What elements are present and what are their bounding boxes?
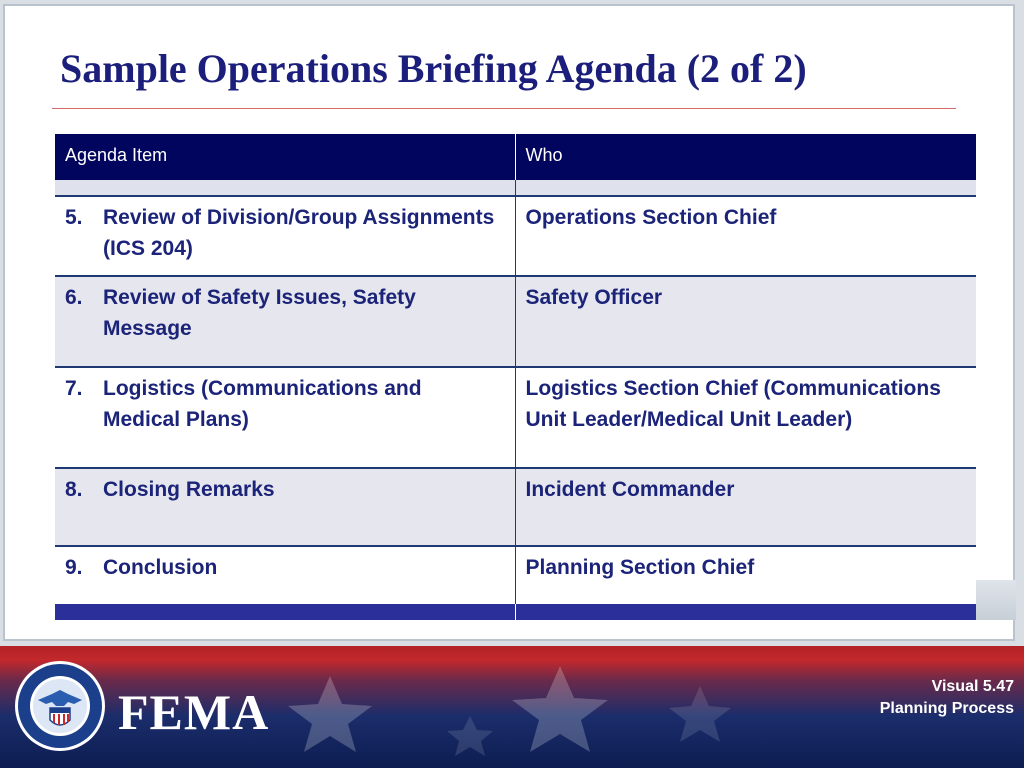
section-name: Planning Process: [879, 700, 1014, 717]
visual-number: Visual 5.47: [931, 678, 1014, 695]
item-number: 5.: [65, 206, 83, 229]
who-cell: Incident Commander: [515, 468, 976, 546]
who-cell: Planning Section Chief: [515, 546, 976, 604]
side-tab-decoration: [976, 580, 1016, 620]
table-row: [55, 468, 976, 546]
who-cell: Logistics Section Chief (Communications Unit Leader/Medical Unit Leader): [515, 367, 976, 468]
table-row: [55, 196, 976, 276]
agenda-item-cell: [55, 276, 515, 367]
item-text: Logistics (Communications and Medical Plans): [103, 377, 422, 431]
header-who: Who: [515, 134, 976, 180]
item-number: 7.: [65, 377, 83, 400]
item-text: Closing Remarks: [103, 478, 275, 501]
table-spacer-row: [55, 180, 976, 196]
who-cell: Operations Section Chief: [515, 196, 976, 276]
item-text: Review of Division/Group Assignments (ICS 204): [103, 206, 495, 260]
dhs-seal-logo: [14, 660, 106, 752]
table-row: [55, 276, 976, 367]
table-row: [55, 546, 976, 604]
item-text: Conclusion: [103, 556, 218, 579]
header-agenda-item: Agenda Item: [55, 134, 515, 180]
item-number: 8.: [65, 478, 83, 501]
footer-banner: [0, 646, 1024, 768]
agenda-item-cell: [55, 196, 515, 276]
agenda-table: [55, 134, 976, 620]
agenda-item-cell: [55, 468, 515, 546]
slide-title: Sample Operations Briefing Agenda (2 of 2): [60, 46, 807, 91]
agenda-item-cell: [55, 367, 515, 468]
agenda-item-cell: [55, 546, 515, 604]
visual-info: [880, 676, 1014, 720]
item-text: Review of Safety Issues, Safety Message: [103, 286, 416, 340]
who-cell: Safety Officer: [515, 276, 976, 367]
item-number: 9.: [65, 556, 83, 579]
title-divider: [52, 108, 956, 109]
item-number: 6.: [65, 286, 83, 309]
fema-logo-wordmark: FEMA: [118, 684, 270, 740]
table-footer-row: [55, 604, 976, 620]
table-row: [55, 367, 976, 468]
table-header-row: [55, 134, 976, 180]
